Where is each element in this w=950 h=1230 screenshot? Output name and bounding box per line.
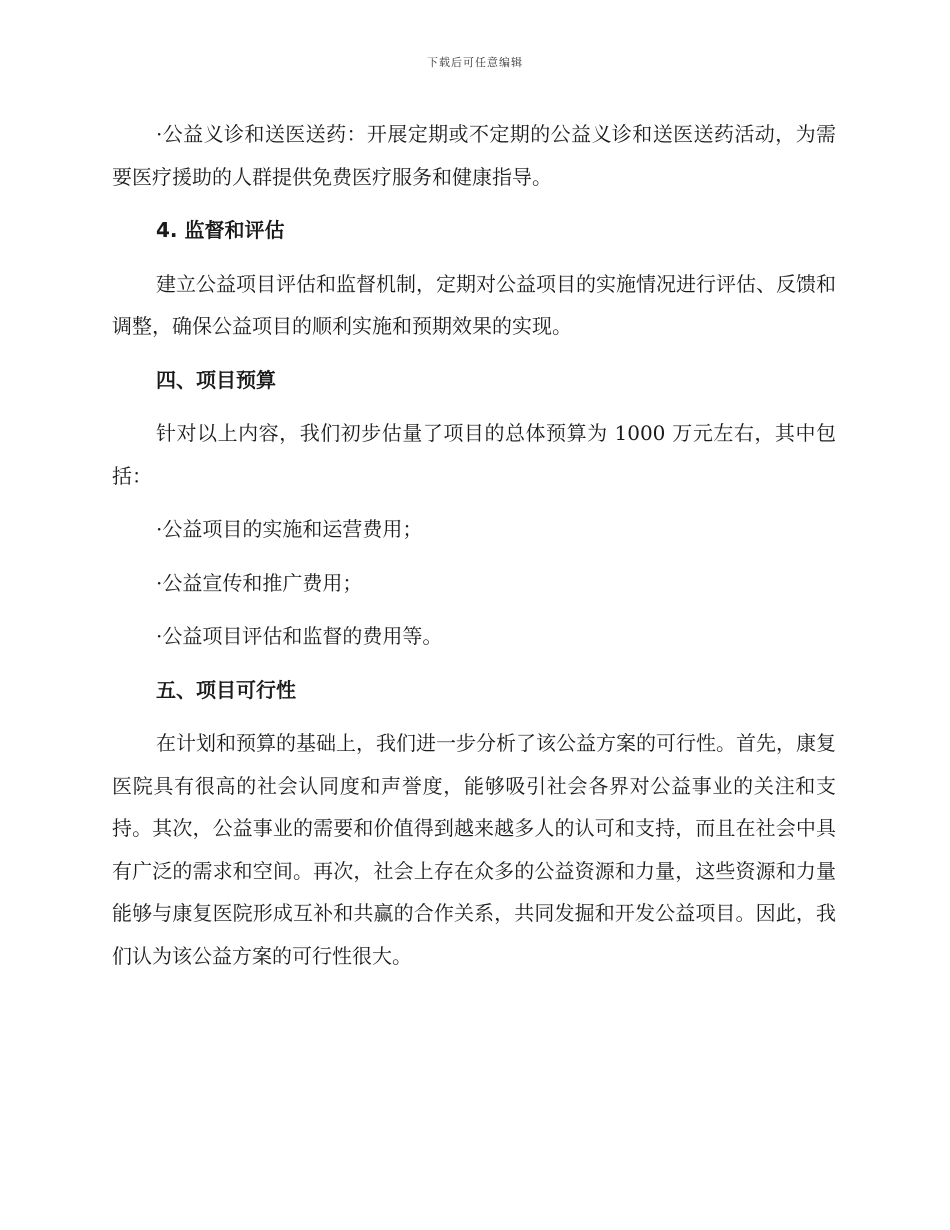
bullet-budget-promotion: ·公益宣传和推广费用； bbox=[156, 570, 363, 595]
bullet-budget-operation: ·公益项目的实施和运营费用； bbox=[156, 517, 423, 541]
page-header: 下载后可任意编辑 bbox=[427, 56, 523, 69]
section-heading-budget: 四、项目预算 bbox=[156, 367, 276, 392]
section-heading-supervision: 4. 监督和评估 bbox=[156, 218, 285, 242]
section-heading-feasibility: 五、项目可行性 bbox=[156, 677, 296, 702]
bullet-budget-evaluation: ·公益项目评估和监督的费用等。 bbox=[156, 624, 443, 648]
paragraph-feasibility: 在计划和预算的基础上，我们进一步分析了该公益方案的可行性。首先，康复医院具有很高的社会认同度和声誉度，能够吸引社会各界对公益事业的关注和支持。其次，公益事业的需要和价值得到越来越多人的认可和支持，而且在社会中具有广泛的需求和空间。再次，社会上存在众多的公益资源和力量，这些资源和力量能够与康复医院形成互补和共赢的合作关系，共同发掘和开发公益项目。因此，我们认为该公益方案的可行性很大。 bbox=[112, 731, 836, 968]
document-body bbox=[112, 113, 836, 988]
paragraph-budget: 针对以上内容，我们初步估量了项目的总体预算为 1000 万元左右，其中包括： bbox=[112, 421, 836, 488]
bullet-free-clinic: ·公益义诊和送医送药：开展定期或不定期的公益义诊和送医送药活动，为需要医疗援助的人群提供免费医疗服务和健康指导。 bbox=[112, 122, 836, 189]
paragraph-supervision: 建立公益项目评估和监督机制，定期对公益项目的实施情况进行评估、反馈和调整，确保公益项目的顺利实施和预期效果的实现。 bbox=[112, 271, 836, 338]
